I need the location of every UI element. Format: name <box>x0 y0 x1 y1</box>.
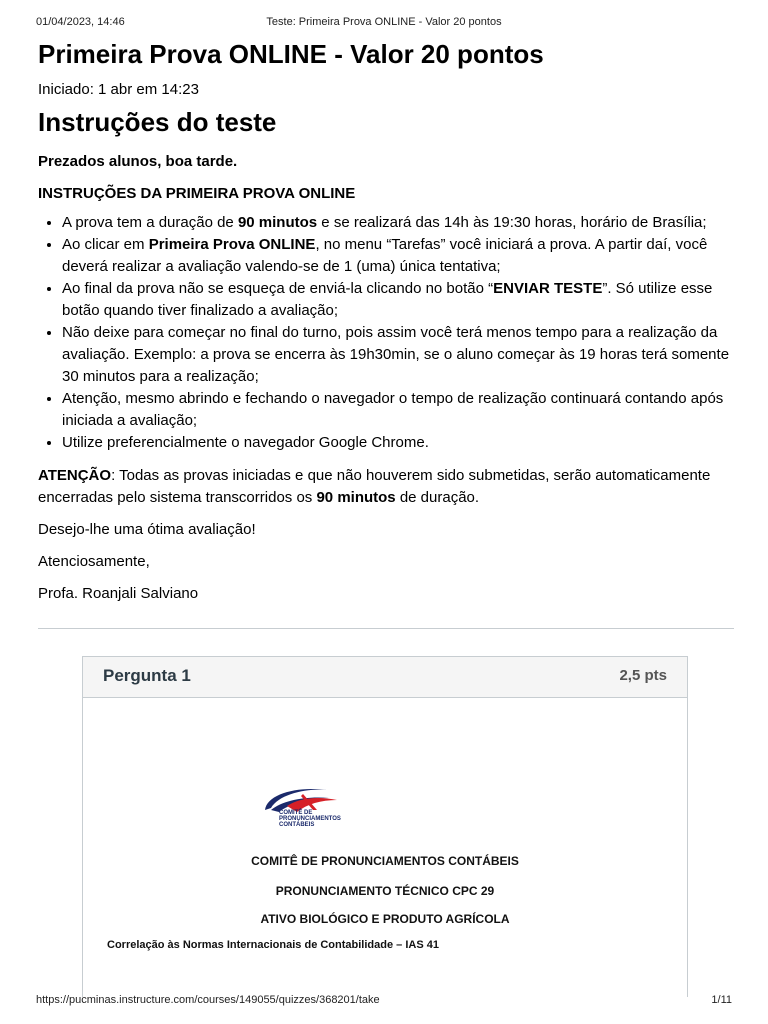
attention-label: ATENÇÃO <box>38 467 112 484</box>
greeting: Prezados alunos, boa tarde. <box>38 153 238 170</box>
attention-paragraph <box>38 465 734 509</box>
regards-text: Atenciosamente, <box>38 553 150 570</box>
rule-item: • Utilize preferencialmente o navegador Google Chrome. <box>62 432 734 454</box>
document-line: ATIVO BIOLÓGICO E PRODUTO AGRÍCOLA <box>260 912 510 926</box>
attention-text: : Todas as provas iniciadas e que não houverem sido submetidas, serão automaticamente encerradas pelo sistema transcorridos os <box>38 467 711 506</box>
signature-text: Profa. Roanjali Salviano <box>38 585 199 602</box>
instructions-heading: Instruções do teste <box>38 107 277 137</box>
document-line: PRONUNCIAMENTO TÉCNICO CPC 29 <box>275 884 495 898</box>
print-page-title: Teste: Primeira Prova ONLINE - Valor 20 pontos <box>266 16 502 28</box>
started-value: 1 abr em 14:23 <box>98 81 199 98</box>
question-title: Pergunta 1 <box>103 666 191 685</box>
attention-emphasis: 90 minutos <box>316 489 396 506</box>
document-line: COMITÊ DE PRONUNCIAMENTOS CONTÁBEIS <box>251 854 519 868</box>
rule-text: , no menu “Tarefas” você iniciará a prova. A partir daí, você deverá realizar a avaliação valendo-se de 1 (uma) única tentativa; <box>62 236 708 275</box>
instructions-section-heading: INSTRUÇÕES DA PRIMEIRA PROVA ONLINE <box>38 185 356 202</box>
rule-text: Ao final da prova não se esqueça de enviá-la clicando no botão “ <box>62 280 494 297</box>
quiz-title: Primeira Prova ONLINE - Valor 20 pontos <box>38 39 544 69</box>
question-points: 2,5 pts <box>619 667 667 684</box>
rule-text: ”. Só utilize esse botão quando tiver finalizado a avaliação; <box>62 280 713 319</box>
rule-item <box>62 234 734 278</box>
rule-emphasis: 90 minutos <box>237 214 318 231</box>
wish-text: Desejo-lhe uma ótima avaliação! <box>38 521 256 538</box>
question-body <box>83 698 687 996</box>
main-content <box>38 38 734 605</box>
rule-item: • Não deixe para começar no final do turno, pois assim você terá menos tempo para a realização da avaliação. Exemplo: a prova se encerra às 19h30min, se o aluno começar às 19 horas terá somente 30 minutos para a realização; <box>62 322 734 388</box>
question-card <box>82 656 688 997</box>
attention-text: de duração. <box>395 489 480 506</box>
document-line: Correlação às Normas Internacionais de Contabilidade – IAS 41 <box>107 939 439 951</box>
rule-item <box>62 278 734 322</box>
question-header <box>83 657 687 698</box>
print-header <box>36 16 732 30</box>
rule-text: A prova tem a duração de <box>62 214 238 231</box>
started-info <box>38 81 734 99</box>
rules-list <box>38 212 734 454</box>
print-url: https://pucminas.instructure.com/courses/149055/quizzes/368201/take <box>36 994 380 1006</box>
rule-emphasis: ENVIAR TESTE <box>493 280 603 297</box>
rule-emphasis: Primeira Prova ONLINE <box>148 236 316 253</box>
print-datetime: 01/04/2023, 14:46 <box>36 16 125 28</box>
print-footer <box>36 994 732 1008</box>
started-label: Iniciado: <box>38 81 94 98</box>
rule-item: • Atenção, mesmo abrindo e fechando o navegador o tempo de realização continuará contando após iniciada a avaliação; <box>62 388 734 432</box>
rule-item <box>62 212 734 234</box>
rule-text: e se realizará das 14h às 19:30 horas, horário de Brasília; <box>317 214 707 231</box>
page-number: 1/11 <box>711 994 732 1006</box>
cpc-logo-text: COMITÊ DE PRONUNCIAMENTOS CONTÁBEIS <box>279 810 341 828</box>
rule-text: Ao clicar em <box>62 236 149 253</box>
section-divider <box>38 628 734 629</box>
